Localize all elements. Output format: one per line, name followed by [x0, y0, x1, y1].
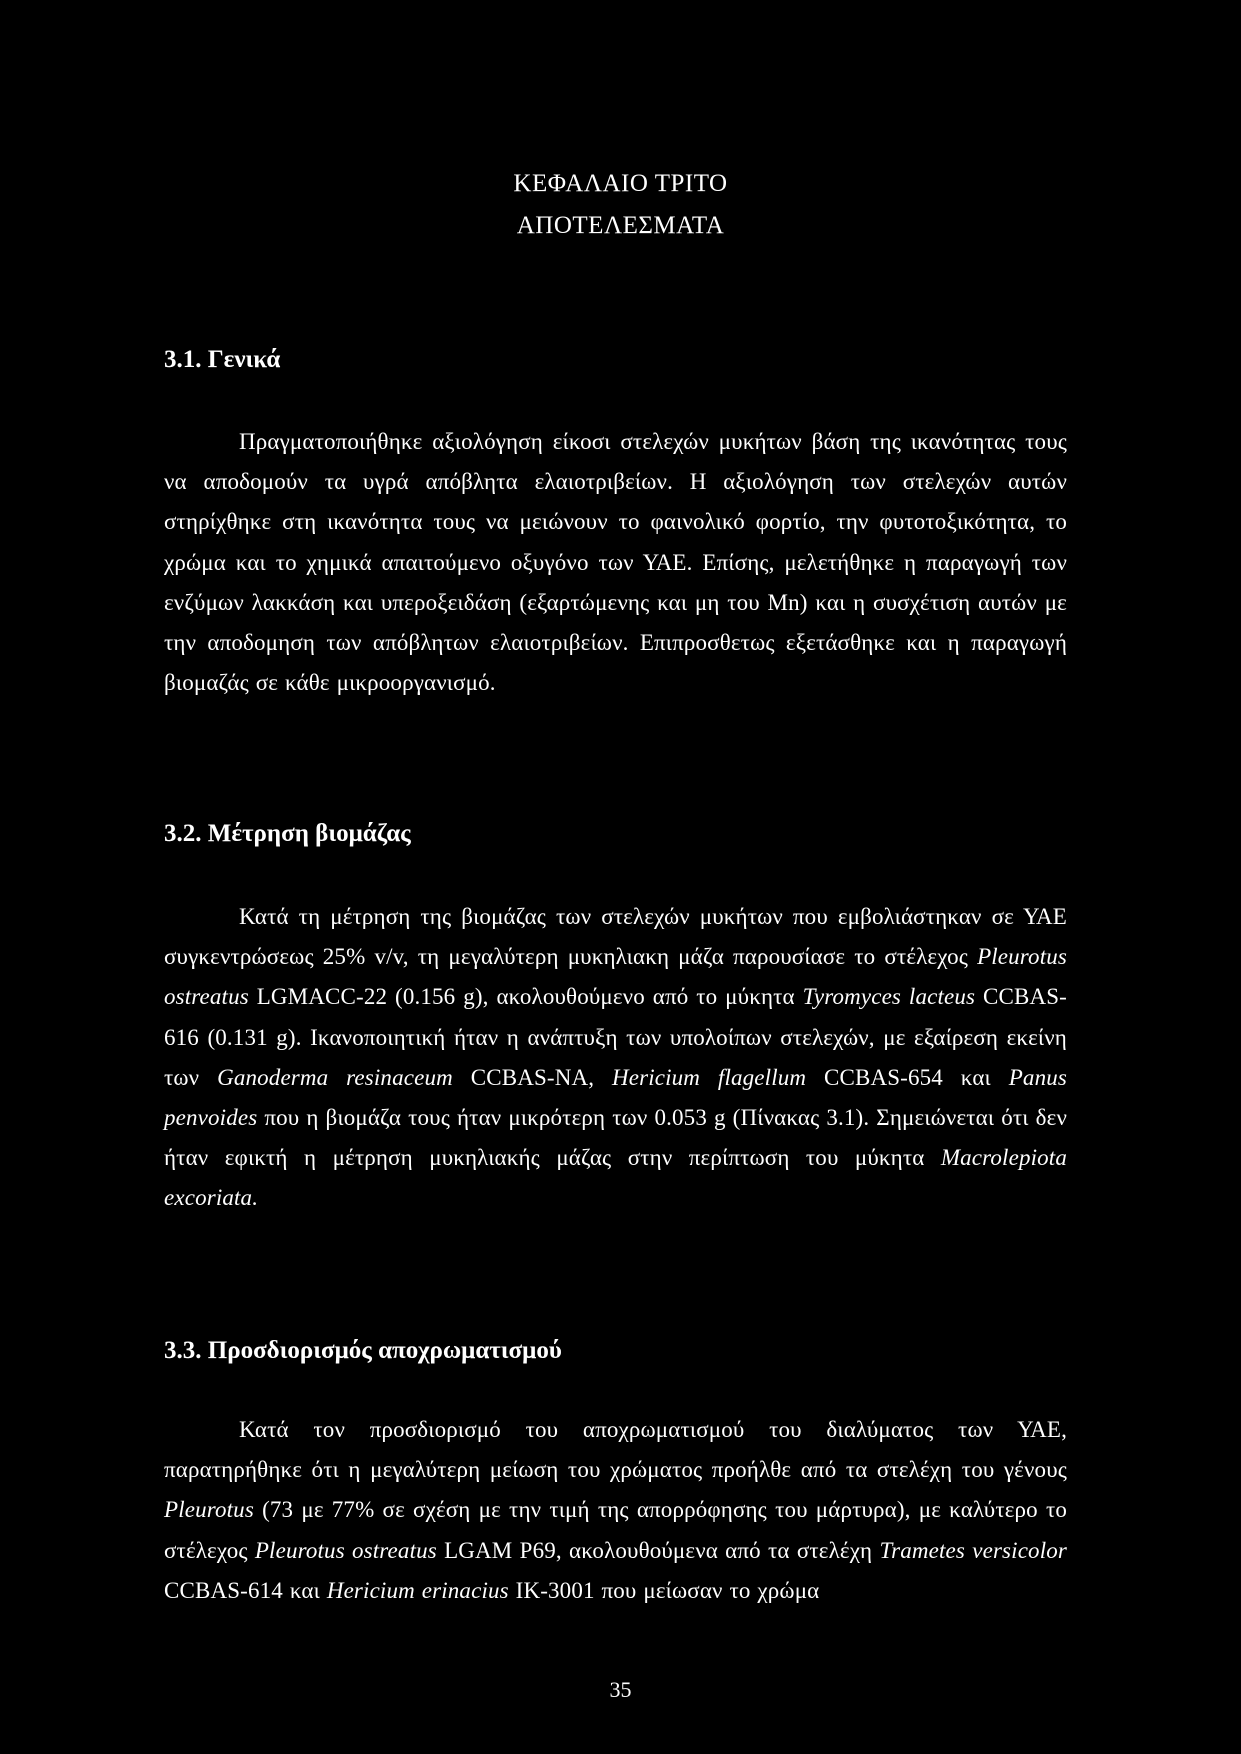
species-name: Hericium flagellum [611, 1064, 807, 1090]
text-run: LGMACC-22 (0.156 g), ακολουθούμενο από το μύκητα [248, 984, 803, 1010]
chapter-subtitle: ΑΠΟΤΕΛΕΣΜΑΤΑ [516, 212, 725, 239]
paragraph-decolorization [164, 1410, 1067, 1611]
species-name: Pleurotus ostreatus [254, 1537, 437, 1563]
text-run: Κατά τον προσδιορισμό του αποχρωματισμού του διαλύματος των ΥΑΕ, παρατηρήθηκε ότι η μεγαλύτερη μείωση του χρώματος προήλθε από τα στελέχη του γένους [164, 1417, 1067, 1483]
section-heading-3-1: 3.1. Γενικά [164, 346, 281, 373]
species-name: Ganoderma resinaceum [217, 1064, 453, 1090]
section-heading-3-3: 3.3. Προσδιορισμός αποχρωματισμού [164, 1337, 562, 1364]
text-run: Κατά τη μέτρηση της βιομάζας των στελεχών μυκήτων που εμβολιάστηκαν σε ΥΑΕ συγκεντρώσεως 25% v/v, τη μεγαλύτερη μυκηλιακη μάζα παρουσίασε το στέλεχος [164, 904, 1067, 970]
text-run: που η βιομάζα τους ήταν μικρότερη των 0.053 g (Πίνακας 3.1). Σημειώνεται ότι δεν ήταν εφικτή η μέτρηση μυκηλιακής μάζας στην περίπτωση του μύκητα [164, 1105, 1067, 1171]
chapter-title: ΚΕΦΑΛΑΙΟ ΤΡΙΤΟ [513, 170, 728, 197]
species-name: Pleurotus ostreatus [164, 944, 1067, 1010]
text-run: CCBAS-NA, [452, 1064, 612, 1090]
species-name: Macrolepiota excoriata. [164, 1145, 1067, 1211]
species-name: Panus penvoides [164, 1064, 1067, 1131]
text-run: IK-3001 που μείωσαν το χρώμα [508, 1577, 820, 1603]
text-run: CCBAS-616 (0.131 g). Ικανοποιητική ήταν η ανάπτυξη των υπολοίπων στελεχών, με εξαίρεση εκείνη των [164, 984, 1067, 1090]
section-heading-3-2: 3.2. Μέτρηση βιομάζας [164, 820, 411, 847]
text-run: CCBAS-614 και [164, 1577, 327, 1603]
text-run: LGAM P69, ακολουθούμενα από τα στελέχη [436, 1537, 880, 1563]
paragraph-general [164, 422, 1067, 703]
paragraph-text: Πραγματοποιήθηκε αξιολόγηση είκοσι στελεχών μυκήτων βάση της ικανότητας τους να αποδομούν τα υγρά απόβλητα ελαιοτριβείων. Η αξιολόγηση των στελεχών αυτών στηρίχθηκε στη ικανότητα τους να μειώνουν το φαινολικό φορτίο, την φυτοτοξικότητα, το χρώμα και το χημικά απαιτούμενο οξυγόνο των ΥΑΕ. Επίσης, μελετήθηκε η παραγωγή των ενζύμων λακκάση και υπεροξειδάση (εξαρτώμενης και μη του Mn) και η συσχέτιση αυτών με την αποδομηση των απόβλητων ελαιοτριβείων. Επιπροσθετως εξετάσθηκε και η παραγωγή βιομαζάς σε κάθε μικροοργανισμό. [164, 429, 1067, 696]
species-name: Hericium erinacius [326, 1577, 509, 1603]
species-name: Tyromyces lacteus [802, 984, 976, 1010]
species-name: Pleurotus [164, 1497, 254, 1523]
text-run: (73 με 77% σε σχέση με την τιμή της απορρόφησης του μάρτυρα), με καλύτερο το στέλεχος [164, 1497, 1067, 1563]
text-run: CCBAS-654 και [806, 1064, 1009, 1090]
paragraph-biomass [164, 897, 1067, 1219]
page-number: 35 [609, 1677, 632, 1702]
species-name: Trametes versicolor [879, 1537, 1067, 1563]
